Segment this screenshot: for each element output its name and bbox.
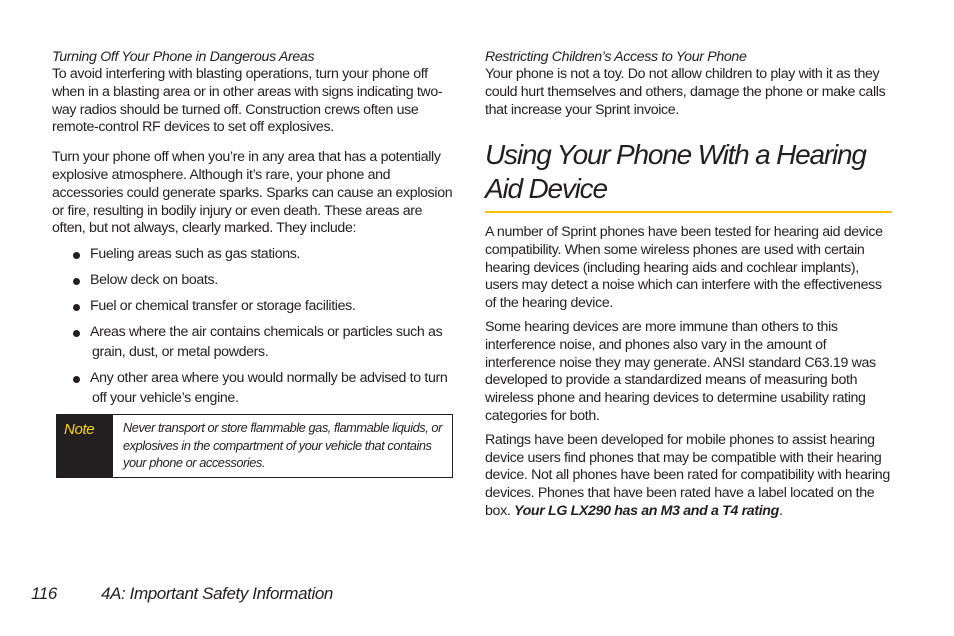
paragraph-explosive-atmosphere: Turn your phone off when you’re in any area that has a potentially explosive atmosphere. Although it’s rare, your phone and accessories could generate sparks. Sparks can cause an explosion or fire, resulting in bodily injury or even death. These areas are often, but not always, clearly marked. They include:	[52, 149, 453, 237]
list-item: Fueling areas such as gas stations.	[52, 244, 454, 264]
page-footer	[31, 584, 333, 604]
hazard-list	[52, 244, 454, 408]
bullet-icon	[73, 304, 80, 311]
section-name: 4A: Important Safety Information	[101, 584, 333, 603]
rating-statement: Your LG LX290 has an M3 and a T4 rating	[514, 502, 779, 519]
bullet-icon	[73, 278, 80, 285]
page-number: 116	[31, 584, 57, 603]
list-item: Any other area where you would normally be advised to turn off your vehicle’s engine.	[52, 368, 454, 408]
list-item: Areas where the air contains chemicals or particles such as grain, dust, or metal powders.	[52, 322, 454, 362]
hearing-aid-body	[485, 224, 892, 527]
section-heading-children-access: Restricting Children’s Access to Your Phone	[485, 49, 747, 65]
note-text: Never transport or store flammable gas, flammable liquids, or explosives in the compartment of your vehicle that contains your phone or accessories.	[123, 420, 442, 470]
bullet-icon	[73, 376, 80, 383]
bullet-icon	[73, 252, 80, 259]
section-heading-dangerous-areas: Turning Off Your Phone in Dangerous Areas	[52, 49, 315, 65]
list-item: Fuel or chemical transfer or storage facilities.	[52, 296, 454, 316]
note-box	[56, 414, 453, 478]
bullet-icon	[73, 330, 80, 337]
paragraph-interference: Some hearing devices are more immune than others to this interference noise, and phones also vary in the amount of interference noise they may generate. ANSI standard C63.19 was developed to provide a standardized means of measuring both wireless phone and hearing devices to determine usability rating categories for both.	[485, 318, 876, 424]
paragraph-ratings: Ratings have been developed for mobile phones to assist hearing device users find phones that may be compatible with their hearing device. Not all phones have been rated for compatibility with hearing devices. Phones that have been rated have a label located on the box. Your LG LX290 has an M3 and a T4 rating.	[485, 431, 890, 519]
title-divider	[485, 211, 892, 213]
left-column	[52, 48, 454, 470]
page-title: Using Your Phone With a Hearing Aid Device	[485, 139, 866, 204]
note-label: Note	[57, 415, 113, 477]
list-item: Below deck on boats.	[52, 270, 454, 290]
paragraph-blasting: To avoid interfering with blasting operations, turn your phone off when in a blasting area or in other areas with signs indicating two-way radios should be turned off. Construction crews often use remote-control RF devices to set off explosives.	[52, 66, 443, 136]
right-column	[485, 48, 892, 519]
paragraph-not-a-toy: Your phone is not a toy. Do not allow children to play with it as they could hurt themselves and others, damage the phone or make calls that increase your Sprint invoice.	[485, 66, 886, 118]
paragraph-compatibility: A number of Sprint phones have been tested for hearing aid device compatibility. When some wireless phones are used with certain hearing devices (including hearing aids and cochlear implants), users may detect a noise which can interfere with the effectiveness of the hearing device.	[485, 224, 883, 312]
